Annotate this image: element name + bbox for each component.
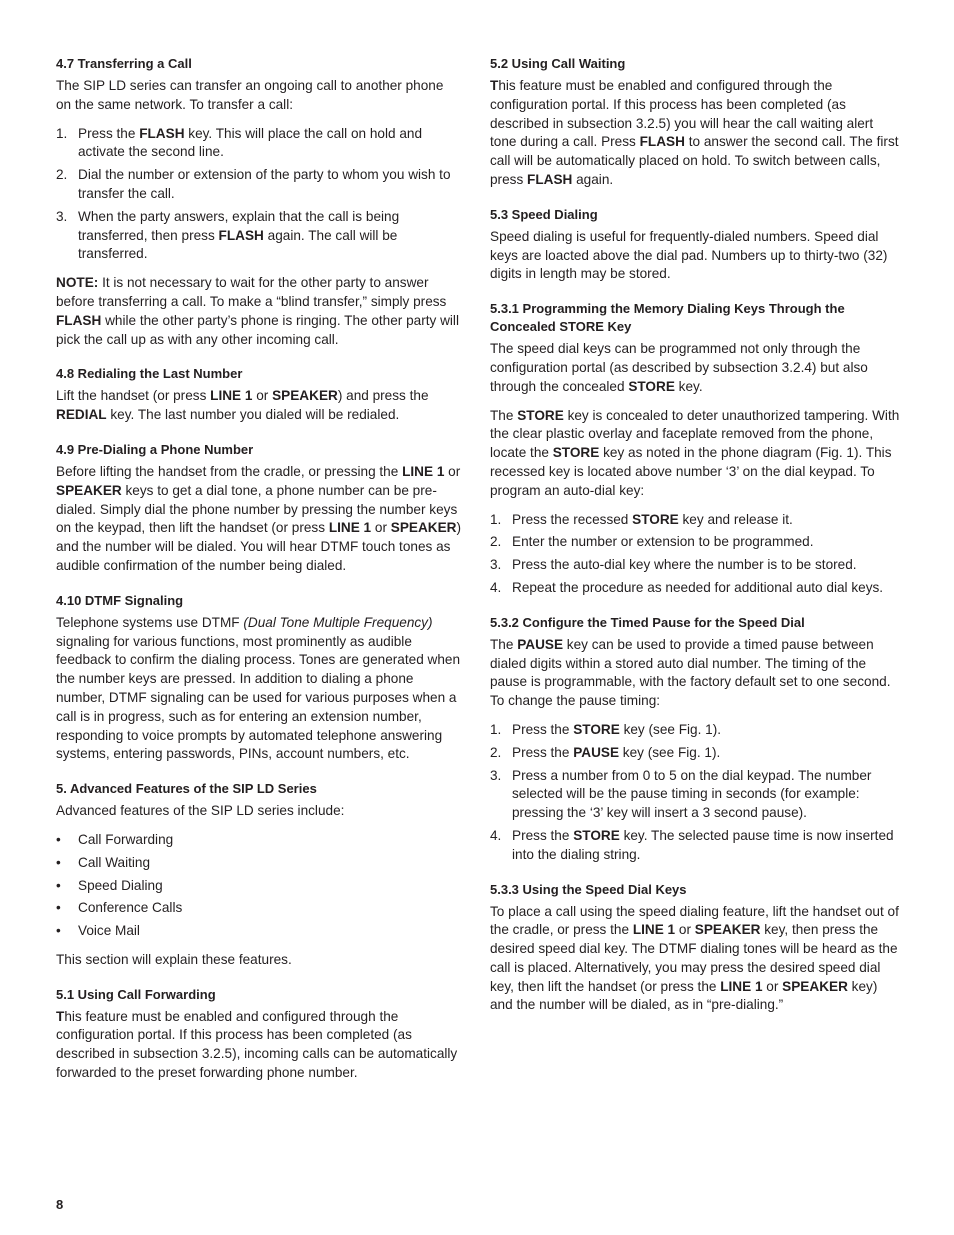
pause-steps-list <box>490 721 902 865</box>
list-item-number: 4. <box>490 579 502 595</box>
left-column <box>56 55 462 1093</box>
list-item-text: Press a number from 0 to 5 on the dial keypad. The number selected will be the pause timing in seconds (for example: pressing the ‘3’ key will insert a 3 second pause). <box>512 767 872 821</box>
section-5-3-body: Speed dialing is useful for frequently-dialed numbers. Speed dial keys are loacted above the dial pad. Numbers up to thirty-two (32) digits in length may be stored. <box>490 228 888 282</box>
list-item <box>490 511 902 530</box>
list-item-text: When the party answers, explain that the call is being transferred, then press FLASH again. The call will be transferred. <box>78 208 400 262</box>
section-4-7-heading: 4.7 Transferring a Call <box>56 56 192 71</box>
transfer-note: NOTE: It is not necessary to wait for the other party to answer before transferring a call. To make a “blind transfer,” simply press FLASH while the other party’s phone is ringing. The other party will pick the call up as with any other incoming call. <box>56 275 459 347</box>
section-5-intro: Advanced features of the SIP LD series include: <box>56 803 345 819</box>
bullet-text: Call Forwarding <box>78 831 174 847</box>
bullet-marker: • <box>56 854 61 870</box>
list-item-number: 3. <box>56 208 68 224</box>
section-5-3-1-heading: 5.3.1 Programming the Memory Dialing Keys Through the Concealed STORE Key <box>490 301 845 335</box>
page-number: 8 <box>56 1197 64 1212</box>
bullet-text: Call Waiting <box>78 854 151 870</box>
bullet-item <box>56 899 462 918</box>
list-item-number: 1. <box>490 511 502 527</box>
right-column <box>490 55 902 1025</box>
list-item-text: Press the recessed STORE key and release it. <box>512 511 793 527</box>
list-item <box>490 579 902 598</box>
bullet-item <box>56 831 462 850</box>
list-item <box>490 744 902 763</box>
list-item <box>490 533 902 552</box>
section-4-9-body: Before lifting the handset from the cradle, or pressing the LINE 1 or SPEAKER keys to get a dial tone, a phone number can be pre-dialed. Simply dial the phone number by pressing the number keys on the keypad, then lift the handset (or press LINE 1 or SPEAKER) and the number will be dialed. You will hear DTMF touch tones as audible confirmation of the number being dialed. <box>56 463 462 573</box>
section-4-8-heading: 4.8 Redialing the Last Number <box>56 366 243 382</box>
list-item-text: Press the auto-dial key where the number is to be stored. <box>512 557 857 573</box>
list-item <box>490 721 902 740</box>
section-4-10-body: Telephone systems use DTMF (Dual Tone Multiple Frequency) signaling for various functions, most prominently as audible feedback to confirm the dialing process. Tones are generated when the number keys are pressed. In addition to dialing a phone number, DTMF signaling can be used for various purposes when a call is in progress, such as for entering an extension number, responding to voice prompts by automated telephone answering systems, entering passwords, PINs, account numbers, etc. <box>56 614 461 762</box>
section-5-2-body: This feature must be enabled and configured through the configuration portal. If this process has been completed (as described in subsection 3.2.5) you will hear the call waiting alert tone during a call. Press FLASH to answer the second call. The first call will be automatically placed on hold. To switch between calls, press FLASH again. <box>490 78 899 187</box>
bullet-item <box>56 854 462 873</box>
list-item-number: 2. <box>490 744 502 760</box>
section-5-3-2-body: The PAUSE key can be used to provide a timed pause between dialed digits within a stored auto dial number. The timing of the pause is programmable, with the factory default set to one second. To change the pause timing: <box>490 636 891 709</box>
section-4-8-body: Lift the handset (or press LINE 1 or SPEAKER) and press the REDIAL key. The last number you dialed will be redialed. <box>56 388 429 423</box>
list-item-text: Press the STORE key (see Fig. 1). <box>512 721 722 737</box>
list-item-text: Press the STORE key. The selected pause time is now inserted into the dialing string. <box>512 827 894 862</box>
section-5-3-heading: 5.3 Speed Dialing <box>490 206 598 222</box>
bullet-item <box>56 922 462 941</box>
list-item-number: 3. <box>490 557 502 573</box>
section-5-outro: This section will explain these features. <box>56 951 292 967</box>
list-item <box>490 556 902 575</box>
features-bullet-list <box>56 831 462 941</box>
bullet-marker: • <box>56 831 61 847</box>
section-5-2-heading: 5.2 Using Call Waiting <box>490 56 626 71</box>
store-steps-list <box>490 511 902 598</box>
section-5-1-heading: 5.1 Using Call Forwarding <box>56 986 216 1002</box>
list-item-number: 2. <box>56 167 68 183</box>
transfer-steps-list <box>56 125 462 265</box>
section-5-3-1-para-1: The speed dial keys can be programmed not only through the configuration portal (as described by subsection 3.2.4) but also through the concealed STORE key. <box>490 341 868 394</box>
section-5-3-3-body: To place a call using the speed dialing feature, lift the handset out of the cradle, or press the LINE 1 or SPEAKER key, then press the desired speed dial key. The DTMF dialing tones will be heard as the call is placed. Alternatively, you may press the desired speed dial key, then lift the handset (or press the LINE 1 or SPEAKER key) and the number will be dialed, as in “pre-dialing.” <box>490 903 899 1013</box>
list-item <box>56 208 462 264</box>
list-item-text: Repeat the procedure as needed for additional auto dial keys. <box>512 579 884 595</box>
section-5-3-2-heading: 5.3.2 Configure the Timed Pause for the Speed Dial <box>490 614 805 630</box>
section-4-10-heading: 4.10 DTMF Signaling <box>56 592 184 608</box>
list-item <box>490 767 902 823</box>
list-item-text: Dial the number or extension of the party to whom you wish to transfer the call. <box>78 167 451 201</box>
section-5-3-3-heading: 5.3.3 Using the Speed Dial Keys <box>490 881 687 897</box>
list-item <box>490 827 902 865</box>
list-item-number: 3. <box>490 767 502 783</box>
bullet-text: Conference Calls <box>78 900 183 916</box>
bullet-text: Speed Dialing <box>78 877 163 893</box>
bullet-marker: • <box>56 877 61 893</box>
list-item <box>56 125 462 163</box>
section-5-1-body: This feature must be enabled and configured through the configuration portal. If this process has been completed (as described in subsection 3.2.5), incoming calls can be automatically forwarded to the preset forwarding phone number. <box>56 1008 458 1081</box>
list-item-number: 1. <box>56 125 68 141</box>
section-4-7-intro: The SIP LD series can transfer an ongoing call to another phone on the same network. To transfer a call: <box>56 78 444 112</box>
list-item-text: Press the FLASH key. This will place the call on hold and activate the second line. <box>78 125 423 160</box>
bullet-marker: • <box>56 923 61 939</box>
bullet-item <box>56 877 462 896</box>
list-item-number: 4. <box>490 827 502 843</box>
list-item-text: Press the PAUSE key (see Fig. 1). <box>512 744 721 760</box>
bullet-marker: • <box>56 900 61 916</box>
section-4-9-heading: 4.9 Pre-Dialing a Phone Number <box>56 441 254 457</box>
list-item-number: 1. <box>490 721 502 737</box>
list-item-number: 2. <box>490 534 502 550</box>
list-item-text: Enter the number or extension to be programmed. <box>512 534 814 550</box>
list-item <box>56 166 462 204</box>
bullet-text: Voice Mail <box>78 923 140 939</box>
section-5-heading: 5. Advanced Features of the SIP LD Series <box>56 781 317 797</box>
section-5-3-1-para-2: The STORE key is concealed to deter unauthorized tampering. With the clear plastic overlay and faceplate removed from the phone, locate the STORE key as noted in the phone diagram (Fig. 1). This recessed key is located above number ‘3’ on the dial keypad. To program an auto-dial key: <box>490 407 900 498</box>
